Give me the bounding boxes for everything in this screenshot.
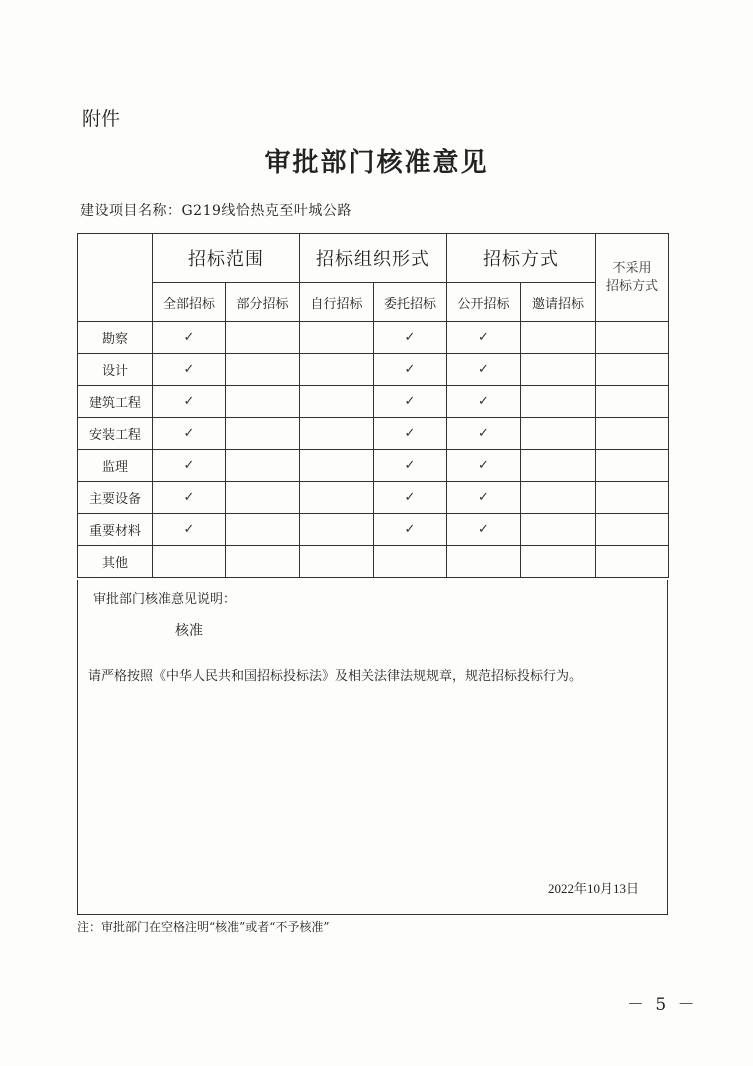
check-mark-cell: ✓ (447, 450, 521, 482)
header-no-bidding-line2: 招标方式 (605, 278, 658, 294)
empty-cell (521, 482, 596, 514)
subheader-cell: 自行招标 (300, 283, 374, 322)
page-title: 审批部门核准意见 (264, 148, 489, 178)
opinion-note: 请严格按照《中华人民共和国招标投标法》及相关法律法规规章，规范招标投标行为。 (88, 669, 583, 684)
empty-cell (226, 322, 300, 354)
header-no-bidding-line1: 不采用 (612, 260, 652, 276)
check-mark-cell: ✓ (374, 450, 447, 482)
table-row (78, 514, 669, 546)
check-mark-cell: ✓ (374, 386, 447, 418)
subheader-cell: 邀请招标 (521, 283, 596, 322)
check-mark-cell: ✓ (153, 354, 226, 386)
check-mark-cell: ✓ (153, 386, 226, 418)
opinion-date: 2022年10月13日 (547, 881, 639, 896)
table-row (78, 322, 669, 354)
project-name: 建设项目名称：G219线恰热克至叶城公路 (80, 203, 352, 219)
opinion-value: 核准 (175, 623, 203, 639)
page-number: － 5 － (627, 995, 698, 1015)
empty-cell (596, 514, 669, 546)
check-mark-cell: ✓ (447, 418, 521, 450)
row-label: 重要材料 (78, 514, 153, 546)
check-mark-cell: ✓ (153, 450, 226, 482)
empty-cell (300, 546, 374, 578)
empty-cell (596, 482, 669, 514)
empty-cell (226, 450, 300, 482)
attachment-label: 附件 (82, 108, 121, 130)
empty-cell (226, 514, 300, 546)
check-mark-cell: ✓ (374, 482, 447, 514)
check-mark-cell: ✓ (447, 482, 521, 514)
table-header-row (78, 234, 669, 283)
table-row (78, 482, 669, 514)
empty-cell (596, 322, 669, 354)
empty-cell (300, 322, 374, 354)
empty-cell (300, 354, 374, 386)
header-bidding-method: 招标方式 (447, 234, 596, 283)
check-mark-cell: ✓ (374, 418, 447, 450)
header-bidding-scope: 招标范围 (153, 234, 300, 283)
empty-cell (521, 322, 596, 354)
empty-cell (226, 546, 300, 578)
empty-cell (521, 514, 596, 546)
empty-cell (447, 546, 521, 578)
table-row (78, 418, 669, 450)
table-row (78, 354, 669, 386)
check-mark-cell: ✓ (447, 322, 521, 354)
empty-cell (521, 354, 596, 386)
check-mark-cell: ✓ (153, 418, 226, 450)
empty-cell (596, 450, 669, 482)
empty-cell (153, 546, 226, 578)
check-mark-cell: ✓ (447, 514, 521, 546)
header-bidding-organization: 招标组织形式 (300, 234, 447, 283)
approval-table (77, 233, 669, 578)
table-row (78, 450, 669, 482)
empty-cell (300, 482, 374, 514)
row-label: 建筑工程 (78, 386, 153, 418)
empty-cell (300, 450, 374, 482)
empty-cell (521, 450, 596, 482)
empty-cell (521, 418, 596, 450)
row-label: 其他 (78, 546, 153, 578)
check-mark-cell: ✓ (153, 514, 226, 546)
check-mark-cell: ✓ (447, 386, 521, 418)
empty-cell (521, 386, 596, 418)
subheader-cell: 部分招标 (226, 283, 300, 322)
subheader-cell: 委托招标 (374, 283, 447, 322)
empty-cell (596, 418, 669, 450)
check-mark-cell: ✓ (153, 322, 226, 354)
empty-cell (300, 418, 374, 450)
opinion-box (77, 580, 668, 915)
empty-cell (300, 514, 374, 546)
subheader-cell: 全部招标 (153, 283, 226, 322)
opinion-label: 审批部门核准意见说明： (93, 592, 237, 607)
table-body (78, 322, 669, 578)
row-label: 设计 (78, 354, 153, 386)
empty-cell (226, 482, 300, 514)
empty-cell (300, 386, 374, 418)
row-label: 勘察 (78, 322, 153, 354)
table-row (78, 546, 669, 578)
empty-cell (596, 354, 669, 386)
check-mark-cell: ✓ (374, 514, 447, 546)
corner-cell (78, 234, 153, 322)
subheader-cell: 公开招标 (447, 283, 521, 322)
row-label: 监理 (78, 450, 153, 482)
check-mark-cell: ✓ (447, 354, 521, 386)
empty-cell (374, 546, 447, 578)
check-mark-cell: ✓ (153, 482, 226, 514)
empty-cell (521, 546, 596, 578)
row-label: 主要设备 (78, 482, 153, 514)
empty-cell (226, 354, 300, 386)
empty-cell (226, 418, 300, 450)
empty-cell (226, 386, 300, 418)
row-label: 安装工程 (78, 418, 153, 450)
empty-cell (596, 546, 669, 578)
table-subheader-row (78, 283, 669, 322)
footnote: 注：审批部门在空格注明“核准”或者“不予核准” (77, 920, 330, 934)
table-row (78, 386, 669, 418)
header-no-bidding (596, 234, 669, 322)
check-mark-cell: ✓ (374, 322, 447, 354)
empty-cell (596, 386, 669, 418)
check-mark-cell: ✓ (374, 354, 447, 386)
